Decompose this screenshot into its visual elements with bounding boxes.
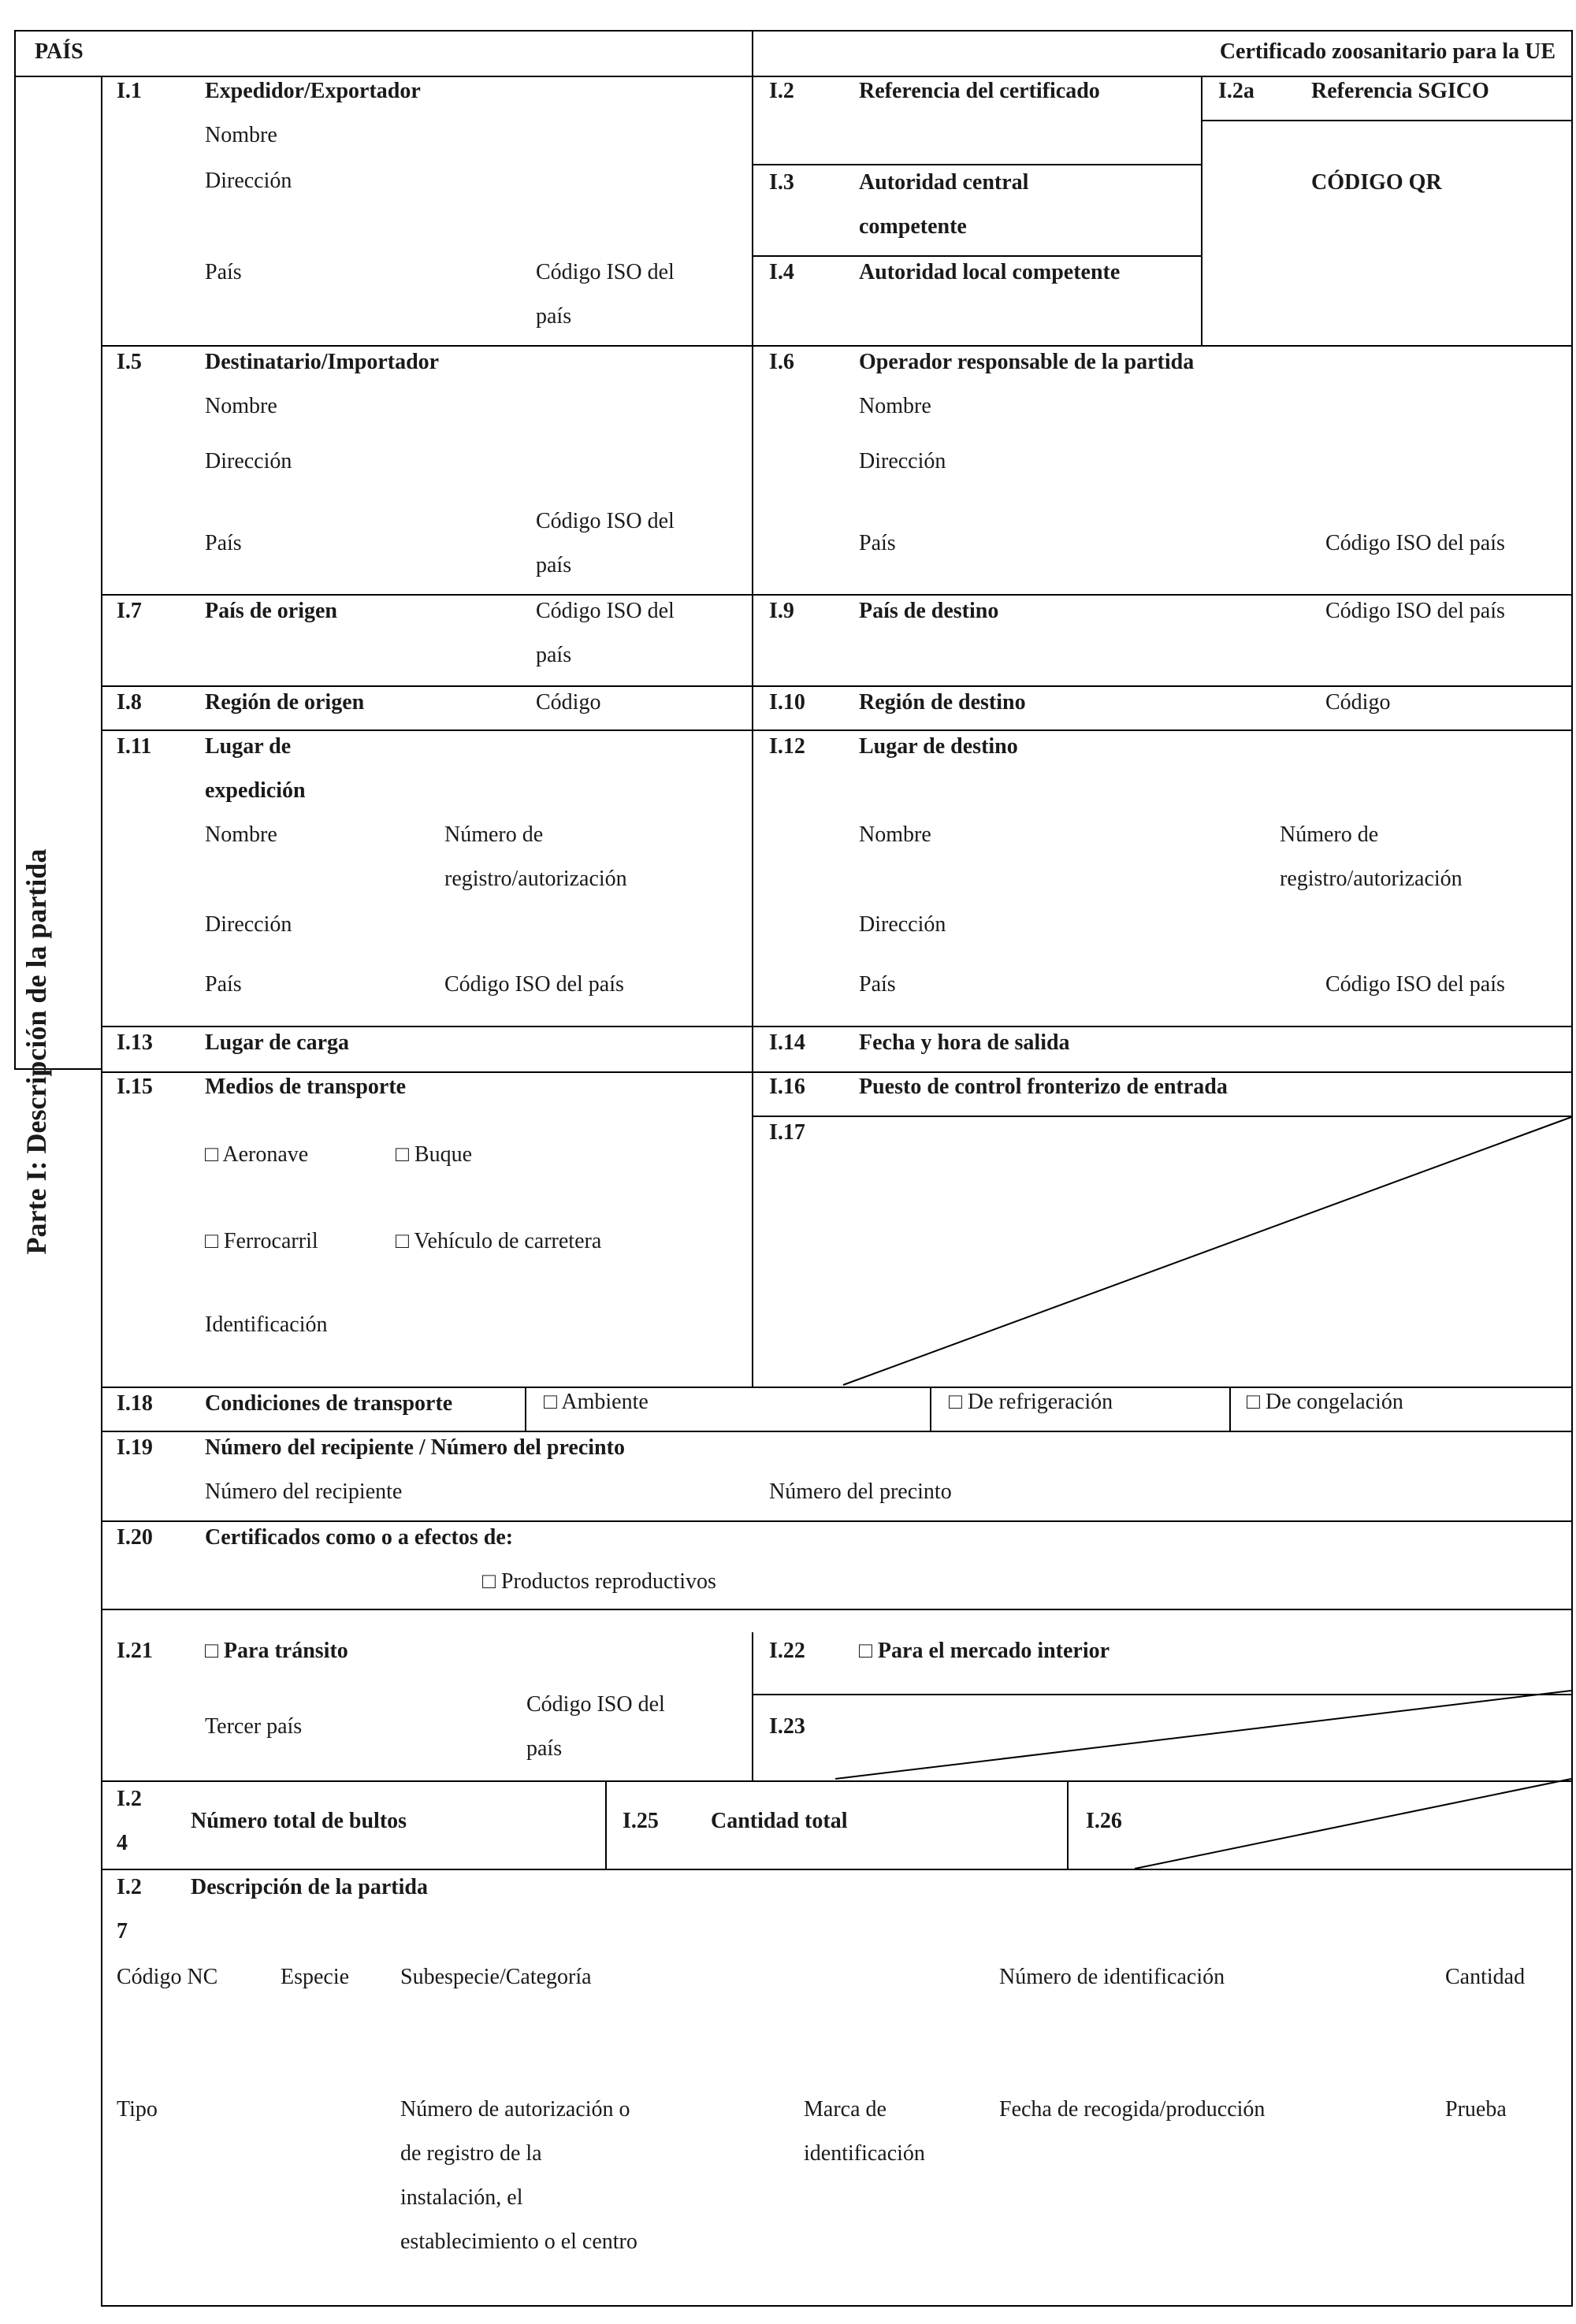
- checkbox-chilled[interactable]: □ De refrigeración: [949, 1390, 1113, 1414]
- field-label: País: [859, 972, 896, 997]
- field-label: país: [526, 1736, 563, 1761]
- box-title: Destinatario/Importador: [205, 350, 440, 374]
- checkbox-rail[interactable]: □ Ferrocarril: [205, 1229, 318, 1253]
- box-number: I.18: [117, 1391, 153, 1416]
- field-label: Código ISO del: [536, 599, 675, 623]
- checkbox-ship[interactable]: □ Buque: [396, 1142, 473, 1167]
- field-label: Número de: [1280, 822, 1379, 847]
- field-label: país: [536, 643, 572, 667]
- field-label: Nombre: [205, 394, 277, 418]
- field-label: Código ISO del país: [1325, 972, 1505, 997]
- box-title: Puesto de control fronterizo de entrada: [859, 1075, 1228, 1099]
- box-number: I.6: [769, 350, 794, 374]
- field-label: País: [205, 531, 242, 555]
- box-title: Región de destino: [859, 690, 1026, 715]
- field-label: Número del recipiente: [205, 1479, 403, 1504]
- field-label: Número del precinto: [769, 1479, 952, 1504]
- box-number: I.15: [117, 1075, 153, 1099]
- box-title: Condiciones de transporte: [205, 1391, 453, 1416]
- column-header: Subespecie/Categoría: [400, 1965, 592, 1989]
- box-number: I.14: [769, 1030, 805, 1055]
- box-number: I.9: [769, 599, 794, 623]
- column-header: Fecha de recogida/producción: [999, 2097, 1266, 2122]
- box-number: I.1: [117, 79, 142, 103]
- field-label: Código: [1325, 690, 1391, 715]
- field-label: País: [205, 260, 242, 284]
- field-label: Dirección: [205, 449, 292, 473]
- field-label: Nombre: [859, 394, 931, 418]
- column-header: Cantidad: [1445, 1965, 1526, 1989]
- column-header: Marca de: [804, 2097, 886, 2122]
- box-number: I.22: [769, 1639, 805, 1663]
- box-title: País de origen: [205, 599, 337, 623]
- column-header: establecimiento o el centro: [400, 2229, 637, 2254]
- checkbox-transit[interactable]: □ Para tránsito: [205, 1639, 348, 1663]
- box-title: Lugar de: [205, 734, 292, 759]
- box-number: I.17: [769, 1120, 805, 1145]
- box-title: Lugar de destino: [859, 734, 1018, 759]
- qr-code-placeholder: CÓDIGO QR: [1311, 170, 1442, 195]
- part-label: Parte I: Descripción de la partida: [20, 848, 52, 1255]
- box-number: I.2: [117, 1787, 142, 1811]
- box-title: Operador responsable de la partida: [859, 350, 1195, 374]
- box-title: competente: [859, 214, 967, 239]
- box-number: I.2a: [1218, 79, 1254, 103]
- field-label: Dirección: [205, 912, 292, 937]
- box-title: Medios de transporte: [205, 1075, 407, 1099]
- box-number: I.8: [117, 690, 142, 715]
- box-title: Región de origen: [205, 690, 365, 715]
- field-label: Dirección: [205, 169, 292, 193]
- column-header: de registro de la: [400, 2141, 542, 2166]
- box-title: Descripción de la partida: [191, 1875, 428, 1899]
- box-number: I.4: [769, 260, 794, 284]
- column-header: Número de autorización o: [400, 2097, 630, 2122]
- checkbox-internal-market[interactable]: □ Para el mercado interior: [859, 1639, 1110, 1663]
- box-number: I.13: [117, 1030, 153, 1055]
- box-number: I.11: [117, 734, 152, 759]
- box-number: I.25: [623, 1809, 659, 1833]
- field-label: Identificación: [205, 1312, 328, 1337]
- part-label-wrapper: [20, 848, 52, 1255]
- box-number: I.19: [117, 1435, 153, 1460]
- box-title: Número del recipiente / Número del precinto: [205, 1435, 625, 1460]
- box-number: I.2: [117, 1875, 142, 1899]
- header-title: Certificado zoosanitario para la UE: [1219, 39, 1556, 64]
- field-label: Código ISO del: [526, 1692, 665, 1717]
- checkbox-ambient[interactable]: □ Ambiente: [544, 1390, 649, 1414]
- field-label: Nombre: [205, 822, 277, 847]
- box-title: expedición: [205, 778, 306, 803]
- box-number: I.16: [769, 1075, 805, 1099]
- box-title: País de destino: [859, 599, 999, 623]
- field-label: Código ISO del: [536, 509, 675, 533]
- column-header: instalación, el: [400, 2185, 523, 2210]
- field-label: Tercer país: [205, 1714, 303, 1739]
- box-title: Lugar de carga: [205, 1030, 350, 1055]
- checkbox-reproductive-products[interactable]: □ Productos reproductivos: [482, 1569, 716, 1594]
- box-title: Referencia del certificado: [859, 79, 1100, 103]
- header-country: PAÍS: [35, 39, 84, 64]
- box-title: Autoridad local competente: [859, 260, 1121, 284]
- checkbox-frozen[interactable]: □ De congelación: [1247, 1390, 1403, 1414]
- box-number: I.2: [769, 79, 794, 103]
- checkbox-road-vehicle[interactable]: □ Vehículo de carretera: [396, 1229, 602, 1253]
- column-header: Código NC: [117, 1965, 218, 1989]
- box-title: Número total de bultos: [191, 1809, 407, 1833]
- checkbox-aircraft[interactable]: □ Aeronave: [205, 1142, 309, 1167]
- field-label: País: [205, 972, 242, 997]
- box-number: 4: [117, 1831, 128, 1855]
- box-title: Fecha y hora de salida: [859, 1030, 1070, 1055]
- column-header: Tipo: [117, 2097, 158, 2122]
- field-label: país: [536, 304, 572, 329]
- field-label: Nombre: [859, 822, 931, 847]
- field-label: Dirección: [859, 449, 946, 473]
- column-header: Número de identificación: [999, 1965, 1225, 1989]
- field-label: País: [859, 531, 896, 555]
- field-label: Código ISO del: [536, 260, 675, 284]
- box-number: I.3: [769, 170, 794, 195]
- box-title: Cantidad total: [711, 1809, 848, 1833]
- box-number: I.7: [117, 599, 142, 623]
- column-header: Especie: [281, 1965, 350, 1989]
- box-title: Referencia SGICO: [1311, 79, 1489, 103]
- box-number: I.20: [117, 1525, 153, 1550]
- column-header: identificación: [804, 2141, 925, 2166]
- field-label: Código: [536, 690, 601, 715]
- column-header: Prueba: [1445, 2097, 1507, 2122]
- box-number: I.23: [769, 1714, 805, 1739]
- field-label: Código ISO del país: [444, 972, 624, 997]
- box-number: I.26: [1086, 1809, 1122, 1833]
- field-label: registro/autorización: [1280, 867, 1463, 891]
- field-label: Código ISO del país: [1325, 531, 1505, 555]
- field-label: Dirección: [859, 912, 946, 937]
- field-label: Número de: [444, 822, 544, 847]
- field-label: Código ISO del país: [1325, 599, 1505, 623]
- box-number: I.12: [769, 734, 805, 759]
- box-number: 7: [117, 1919, 128, 1943]
- box-number: I.10: [769, 690, 805, 715]
- box-number: I.5: [117, 350, 142, 374]
- field-label: registro/autorización: [444, 867, 627, 891]
- box-number: I.21: [117, 1639, 153, 1663]
- field-label: Nombre: [205, 123, 277, 147]
- box-title: Certificados como o a efectos de:: [205, 1525, 514, 1550]
- box-title: Expedidor/Exportador: [205, 79, 421, 103]
- field-label: país: [536, 553, 572, 577]
- box-title: Autoridad central: [859, 170, 1029, 195]
